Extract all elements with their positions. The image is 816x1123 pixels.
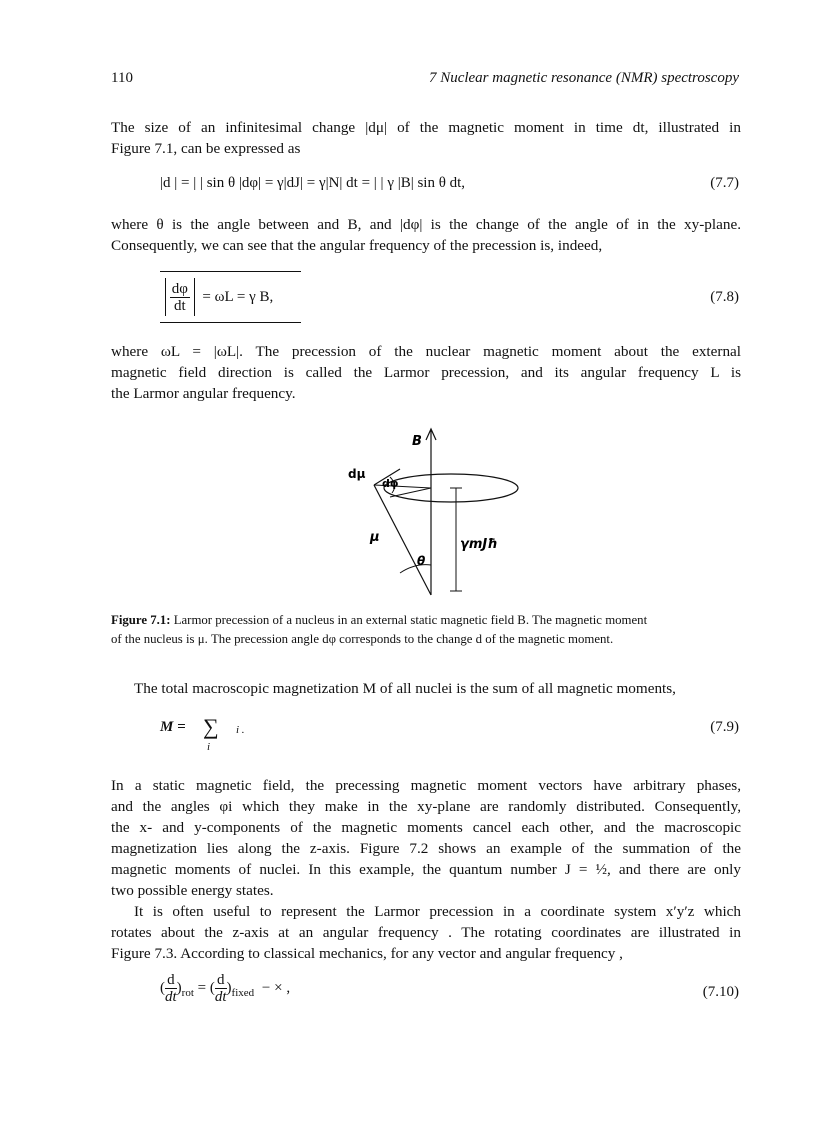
fraction-d-dt-rot xyxy=(165,972,177,1005)
fraction-numerator: dφ xyxy=(171,280,188,297)
equation-number-7-8: (7.8) xyxy=(710,289,739,305)
equation-7-8-rule-top xyxy=(160,271,301,272)
figure-caption-line-2: of the nucleus is μ. The precession angle dφ corresponds to the change d of the magnetic moment. xyxy=(111,632,614,646)
equation-7-8-rhs: = ωL = γ B, xyxy=(202,288,274,305)
paragraph-3-line-3: the Larmor angular frequency. xyxy=(111,385,296,402)
fraction-denominator-fixed: dt xyxy=(214,989,227,1005)
label-theta: θ xyxy=(417,554,426,568)
paragraph-6-line-1: It is often useful to represent the Larmor precession in a coordinate system x′y′z which xyxy=(134,903,741,920)
label-dphi: dφ xyxy=(382,477,399,490)
figure-caption-text-1: Larmor precession of a nucleus in an external static magnetic field B. The magnetic moment xyxy=(173,613,648,627)
equation-7-10-tail: − × , xyxy=(261,980,291,996)
fraction-denominator: dt xyxy=(174,297,186,314)
paragraph-5-line-1: In a static magnetic field, the precessing magnetic moment vectors have arbitrary phases, xyxy=(111,777,741,794)
running-title: 7 Nuclear magnetic resonance (NMR) spectroscopy xyxy=(428,70,739,86)
paragraph-5-line-6: two possible energy states. xyxy=(111,882,274,899)
equation-7-9-term: i . xyxy=(236,724,245,736)
subscript-rot: rot xyxy=(181,986,194,999)
label-gamma-mj-hbar: γmJħ xyxy=(460,537,498,552)
fraction-dphi-dt xyxy=(170,281,190,314)
paren-close-1: ) xyxy=(176,980,182,996)
page-number: 110 xyxy=(111,70,133,86)
paragraph-2-line-2: Consequently, we can see that the angular frequency of the precession is, indeed, xyxy=(111,237,603,254)
paragraph-2-line-1: where θ is the angle between and B, and |dφ| is the change of the angle of in the xy-plane. xyxy=(111,216,741,233)
paren-close-2: ) xyxy=(226,980,232,996)
paragraph-5-line-2: and the angles φi which they make in the xy-plane are randomly distributed. Consequently, xyxy=(111,798,741,815)
figure-caption-label: Figure 7.1: xyxy=(111,613,171,627)
equation-number-7-9: (7.9) xyxy=(710,719,739,735)
paragraph-3-line-2: magnetic field direction is called the Larmor precession, and its angular frequency L is xyxy=(111,364,741,381)
paragraph-5-line-4: magnetization lies along the z-axis. Figure 7.2 shows an example of the summation of the xyxy=(111,840,741,857)
equation-number-7-7: (7.7) xyxy=(710,175,739,191)
equation-7-9-sub: i xyxy=(207,741,211,753)
abs-bar-right xyxy=(194,278,195,316)
paragraph-5-line-5: magnetic moments of nuclei. In this example, the quantum number J = ½, and there are only xyxy=(111,861,741,878)
paren-open-1: ( xyxy=(160,980,165,996)
equation-7-10 xyxy=(160,972,290,1005)
figure-7-1 xyxy=(330,425,520,600)
equation-7-9-lhs: M = xyxy=(160,719,186,735)
subscript-fixed: fixed xyxy=(231,986,255,999)
paragraph-6-line-3: Figure 7.3. According to classical mechanics, for any vector and angular frequency , xyxy=(111,945,623,962)
label-b: B xyxy=(412,434,422,449)
equation-7-8-rule-bottom xyxy=(160,322,301,323)
equation-7-8 xyxy=(165,278,273,316)
paragraph-6-line-2: rotates about the z-axis at an angular frequency . The rotating coordinates are illustrated in xyxy=(111,924,741,941)
fraction-d-dt-fixed xyxy=(215,972,227,1005)
equation-7-9-sum: ∑ xyxy=(203,714,219,739)
paren-open-2: ( xyxy=(209,980,215,996)
mu-vector xyxy=(374,485,431,595)
label-dmu: dμ xyxy=(348,467,366,481)
fraction-numerator-rot: d xyxy=(165,972,177,989)
paragraph-5-line-3: the x- and y-components of the magnetic moments cancel each other, and the macroscopic xyxy=(111,819,741,836)
paragraph-1-line-1: The size of an infinitesimal change |dμ| of the magnetic moment in time dt, illustrated in xyxy=(111,119,741,136)
label-mu: μ xyxy=(370,530,380,545)
fraction-numerator-fixed: d xyxy=(215,972,227,989)
equals-sign: = xyxy=(197,980,210,996)
paragraph-1-line-2: Figure 7.1, can be expressed as xyxy=(111,140,301,157)
equation-7-7: |d | = | | sin θ |dφ| = γ|dJ| = γ|N| dt = | | γ |B| sin θ dt, xyxy=(160,175,466,191)
theta-arc xyxy=(400,565,431,573)
paragraph-3-line-1: where ωL = |ωL|. The precession of the nuclear magnetic moment about the external xyxy=(111,343,741,360)
paragraph-4-line-1: The total macroscopic magnetization M of all nuclei is the sum of all magnetic moments, xyxy=(134,680,676,697)
abs-bar-left xyxy=(165,278,166,316)
fraction-denominator-rot: dt xyxy=(165,989,177,1005)
equation-number-7-10: (7.10) xyxy=(702,984,739,1000)
figure-caption-line-1 xyxy=(111,611,741,630)
